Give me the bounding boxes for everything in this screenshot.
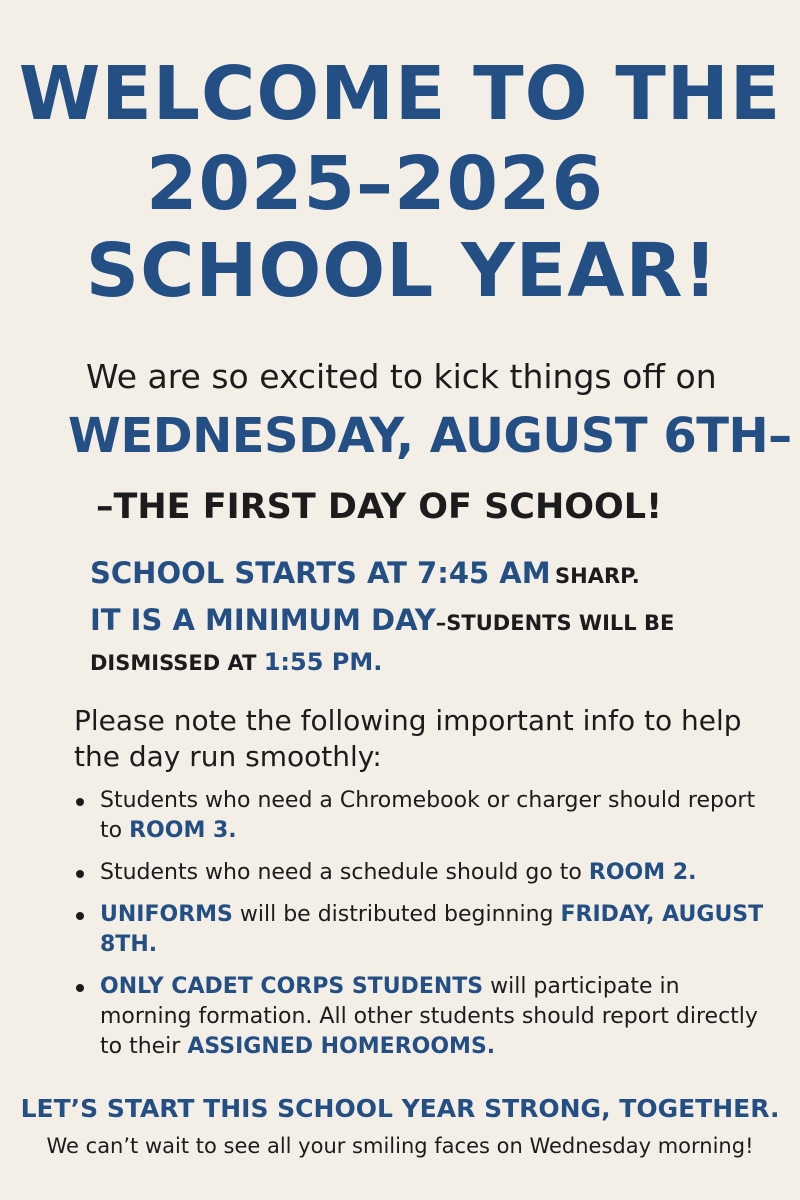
bullet-highlight: ROOM 3. xyxy=(129,818,237,843)
list-item xyxy=(70,972,770,1062)
bullet-highlight-2: ASSIGNED HOMEROOMS. xyxy=(187,1034,496,1059)
closing-headline: LET’S START THIS SCHOOL YEAR STRONG, TOGETHER. xyxy=(20,1094,780,1123)
title-line-3: SCHOOL YEAR! xyxy=(85,228,719,314)
dismissal-prefix: DISMISSED AT xyxy=(90,651,257,675)
bullet-highlight: UNIFORMS xyxy=(100,902,233,927)
bullet-dot-icon xyxy=(76,798,84,806)
bullet-highlight: ROOM 2. xyxy=(588,860,697,885)
minimum-day-suffix: –STUDENTS WILL BE xyxy=(435,611,675,635)
list-item xyxy=(70,858,770,888)
title-line-1: WELCOME TO THE xyxy=(18,51,782,137)
bullet-highlight: ONLY CADET CORPS STUDENTS xyxy=(100,974,484,999)
bullet-text: Students who need a Chromebook or charger should report to xyxy=(100,788,756,843)
start-time-line xyxy=(90,556,640,590)
minimum-day-label: IT IS A MINIMUM DAY xyxy=(90,603,436,637)
start-time: SCHOOL STARTS AT 7:45 AM xyxy=(90,556,551,590)
first-day-label: –THE FIRST DAY OF SCHOOL! xyxy=(96,487,663,527)
bullet-text: will be distributed beginning xyxy=(239,902,554,927)
bullet-text: will participate in morning formation. All other students should report directly to their xyxy=(100,974,758,1059)
first-day-date: WEDNESDAY, AUGUST 6TH– xyxy=(68,408,792,464)
list-item xyxy=(70,786,770,846)
important-info-list xyxy=(70,786,770,1074)
start-time-suffix: SHARP. xyxy=(555,564,640,588)
important-info-note: Please note the following important info to help the day run smoothly: xyxy=(74,704,742,773)
bullet-dot-icon xyxy=(76,984,84,992)
title-line-2: 2025–2026 xyxy=(146,141,604,227)
list-item xyxy=(70,900,770,960)
bullet-dot-icon xyxy=(76,912,84,920)
bullet-text: Students who need a schedule should go to xyxy=(100,860,582,885)
bullet-highlight-2: FRIDAY, AUGUST 8TH. xyxy=(100,902,764,957)
minimum-day-line xyxy=(90,603,674,637)
intro-text: We are so excited to kick things off on xyxy=(86,357,717,396)
dismissal-time: 1:55 PM. xyxy=(263,648,383,676)
bullet-dot-icon xyxy=(76,870,84,878)
dismissal-line xyxy=(90,648,382,676)
closing-note: We can’t wait to see all your smiling faces on Wednesday morning! xyxy=(46,1134,754,1158)
